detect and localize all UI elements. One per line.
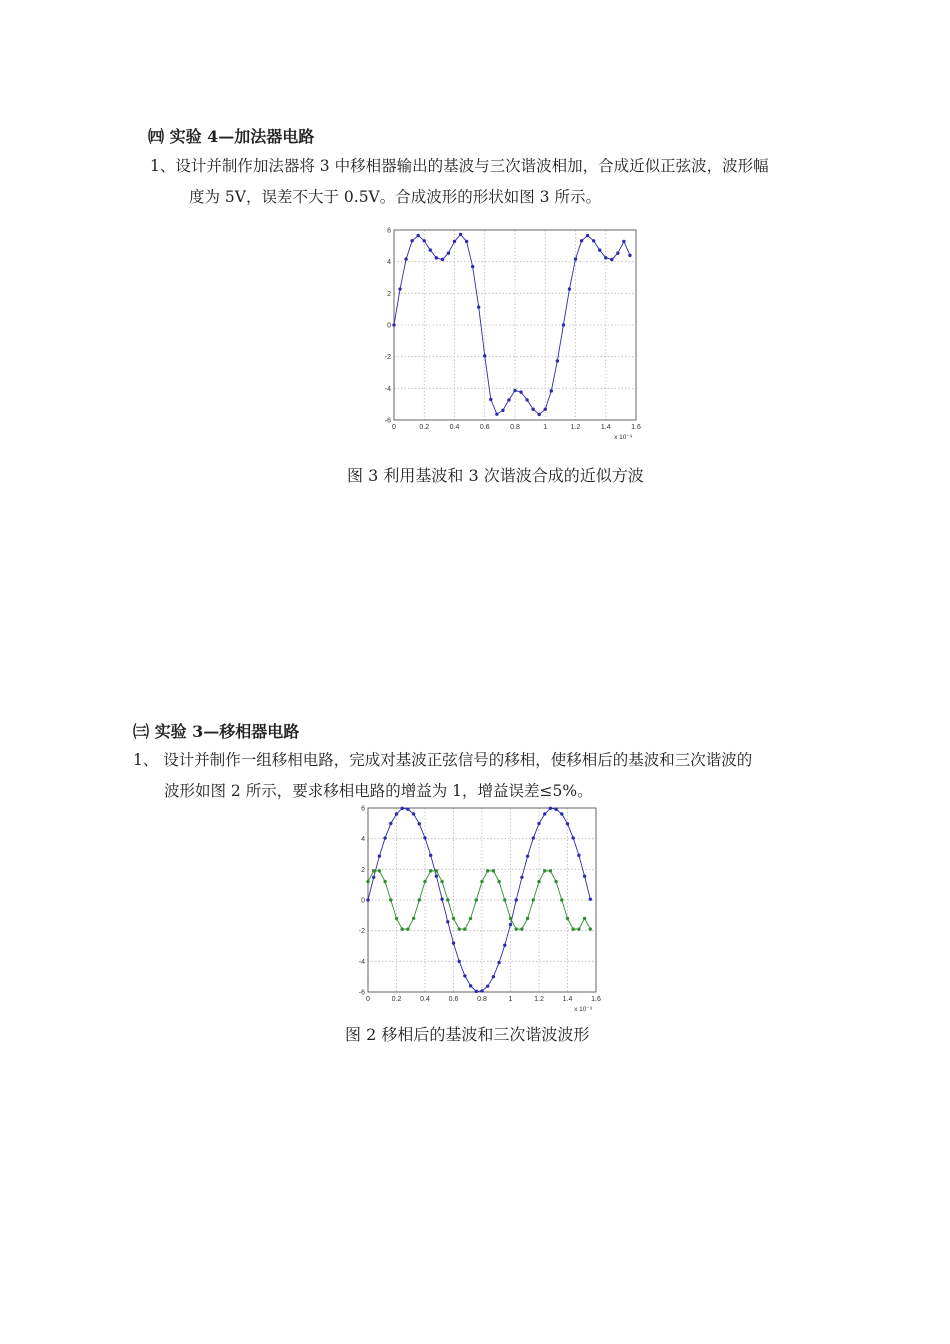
y-tick-label: -6	[384, 417, 391, 425]
x-tick-label: 0	[392, 424, 396, 431]
series-0-point	[440, 898, 443, 901]
figure-3-caption: 图 3 利用基波和 3 次谐波合成的近似方波	[347, 466, 644, 485]
series-0-point	[628, 254, 631, 257]
series-0-point	[423, 239, 426, 242]
series-1-point	[560, 898, 563, 901]
x-tick-label: 1	[508, 996, 513, 1003]
y-tick-label: -4	[384, 385, 391, 393]
series-0-point	[526, 854, 529, 857]
series-0-point	[543, 812, 546, 815]
series-0-point	[568, 287, 571, 290]
series-1-point	[554, 880, 557, 883]
figure-2-chart	[340, 802, 625, 1017]
series-1-point	[401, 927, 404, 930]
series-0-point	[395, 812, 398, 815]
series-0-point	[509, 923, 512, 926]
series-0-point	[465, 240, 468, 243]
series-1-point	[475, 898, 478, 901]
figure-2-caption: 图 2 移相后的基波和三次谐波波形	[345, 1025, 590, 1044]
series-1-point	[389, 898, 392, 901]
series-1-point	[497, 880, 500, 883]
y-tick-label: -6	[358, 989, 365, 997]
series-0-point	[616, 251, 619, 254]
x-tick-label: 1.2	[570, 424, 581, 431]
section-3-item-line-1: 1、 设计并制作一组移相电路，完成对基波正弦信号的移相，使移相后的基波和三次谐波的	[133, 751, 753, 769]
series-0-point	[483, 354, 486, 357]
section-4-item-line-2: 度为 5V，误差不大于 0.5V。合成波形的形状如图 3 所示。	[189, 188, 601, 206]
section-4-heading: ㈣ 实验 4—加法器电路	[148, 127, 315, 146]
series-0-point	[441, 258, 444, 261]
series-1-point	[566, 917, 569, 920]
x-tick-label: 0.6	[448, 996, 459, 1003]
y-tick-label: 0	[361, 897, 365, 905]
series-0-point	[446, 920, 449, 923]
series-0-point	[495, 412, 498, 415]
series-0-point	[497, 961, 500, 964]
series-1-point	[577, 927, 580, 930]
series-0-point	[519, 390, 522, 393]
x-tick-label: 0.2	[419, 424, 430, 431]
series-0-point	[489, 398, 492, 401]
series-0-point	[550, 389, 553, 392]
series-1-point	[378, 869, 381, 872]
series-0-point	[532, 836, 535, 839]
series-0-point	[589, 898, 592, 901]
x-tick-label: 1.6	[631, 424, 641, 431]
series-1-point	[429, 869, 432, 872]
series-0-point	[586, 234, 589, 237]
series-0-point	[562, 323, 565, 326]
series-1-point	[366, 880, 369, 883]
series-0-point	[459, 233, 462, 236]
series-0-point	[501, 409, 504, 412]
series-0-point	[556, 359, 559, 362]
series-0-point	[572, 836, 575, 839]
series-0-point	[404, 257, 407, 260]
series-1-point	[526, 917, 529, 920]
series-1-point	[503, 898, 506, 901]
series-0-point	[598, 248, 601, 251]
series-1-point	[452, 917, 455, 920]
series-1-point	[383, 880, 386, 883]
series-0-point	[458, 960, 461, 963]
series-0-point	[475, 990, 478, 993]
x-tick-label: 0.4	[449, 424, 460, 431]
series-1-point	[469, 917, 472, 920]
x-tick-label: 1.2	[534, 996, 544, 1003]
series-0-point	[423, 836, 426, 839]
series-0-point	[574, 257, 577, 260]
series-0-point	[435, 256, 438, 259]
series-0-point	[583, 875, 586, 878]
series-0-point	[544, 408, 547, 411]
y-tick-label: -2	[384, 354, 391, 362]
series-0-point	[392, 323, 395, 326]
section-4-item-line-1: 1、设计并制作加法器将 3 中移相器输出的基波与三次谐波相加，合成近似正弦波，波形幅	[150, 157, 769, 175]
series-0-point	[429, 854, 432, 857]
series-0-point	[406, 808, 409, 811]
series-0-point	[452, 941, 455, 944]
y-tick-label: 2	[387, 290, 391, 298]
series-0-point	[554, 808, 557, 811]
series-1-point	[440, 880, 443, 883]
series-0-point	[486, 984, 489, 987]
series-0-point	[537, 822, 540, 825]
series-1-point	[520, 927, 523, 930]
x-tick-label: 1.4	[562, 996, 573, 1003]
series-0-point	[469, 984, 472, 987]
series-0-point	[604, 256, 607, 259]
y-tick-label: -2	[358, 928, 365, 936]
y-tick-label: 6	[387, 227, 391, 235]
series-0-point	[492, 975, 495, 978]
y-tick-label: 2	[361, 866, 365, 874]
series-0-point	[429, 248, 432, 251]
series-0-point	[410, 239, 413, 242]
series-0-point	[592, 239, 595, 242]
series-0-point	[580, 239, 583, 242]
series-1-point	[515, 927, 518, 930]
y-tick-label: 4	[361, 836, 365, 844]
series-0-point	[525, 398, 528, 401]
series-0-point	[515, 898, 518, 901]
series-1-point	[372, 869, 375, 872]
series-0-point	[412, 812, 415, 815]
series-1-point	[406, 927, 409, 930]
series-0-point	[471, 265, 474, 268]
series-1-point	[423, 880, 426, 883]
series-1-point	[412, 917, 415, 920]
x-tick-label: 1.4	[600, 424, 611, 431]
series-1-point	[395, 917, 398, 920]
series-0-point	[549, 807, 552, 810]
series-0-point	[622, 240, 625, 243]
x-tick-label: 1.6	[591, 996, 601, 1003]
series-0-point	[383, 836, 386, 839]
x-tick-label: 0.4	[420, 996, 430, 1003]
series-1-point	[583, 917, 586, 920]
x-multiplier-label: x 10⁻³	[614, 434, 632, 441]
series-1-point	[463, 927, 466, 930]
series-1-point	[543, 869, 546, 872]
series-1-point	[509, 917, 512, 920]
series-0-point	[538, 413, 541, 416]
series-0-point	[447, 251, 450, 254]
series-0-point	[389, 822, 392, 825]
series-1-point	[435, 869, 438, 872]
series-1-point	[537, 880, 540, 883]
section-3-heading: ㈢ 实验 3—移相器电路	[133, 722, 300, 741]
x-tick-label: 0.2	[391, 996, 402, 1003]
series-0-point	[480, 989, 483, 992]
series-0-point	[566, 822, 569, 825]
series-1-point	[486, 869, 489, 872]
x-tick-label: 0.6	[479, 424, 490, 431]
y-tick-label: 6	[361, 805, 365, 813]
series-0-point	[372, 876, 375, 879]
series-0-point	[453, 240, 456, 243]
series-0-point	[435, 875, 438, 878]
series-1-point	[418, 898, 421, 901]
series-1-point	[532, 898, 535, 901]
series-1-point	[572, 927, 575, 930]
series-0-point	[577, 854, 580, 857]
series-1-point	[492, 869, 495, 872]
series-0-point	[477, 305, 480, 308]
x-multiplier-label: x 10⁻³	[574, 1006, 592, 1013]
y-tick-label: -4	[358, 958, 365, 966]
series-0-point	[418, 822, 421, 825]
series-0-point	[398, 287, 401, 290]
series-0-point	[560, 812, 563, 815]
series-0-point	[531, 408, 534, 411]
y-tick-label: 0	[387, 322, 391, 330]
series-1-point	[480, 880, 483, 883]
series-0-point	[417, 234, 420, 237]
series-0-point	[463, 974, 466, 977]
series-0-point	[520, 876, 523, 879]
series-1-point	[589, 927, 592, 930]
series-1-point	[458, 927, 461, 930]
x-tick-label: 1	[543, 424, 548, 431]
series-0-point	[401, 807, 404, 810]
series-0-point	[513, 389, 516, 392]
series-1-point	[446, 898, 449, 901]
series-0-point	[503, 944, 506, 947]
series-1-point	[549, 869, 552, 872]
x-tick-label: 0	[366, 996, 370, 1003]
series-0-point	[507, 398, 510, 401]
x-tick-label: 0.8	[510, 424, 520, 431]
y-tick-label: 4	[387, 259, 391, 267]
series-0-point	[610, 258, 613, 261]
series-0-point	[378, 854, 381, 857]
series-0-point	[366, 898, 369, 901]
x-tick-label: 0.8	[477, 996, 487, 1003]
figure-3-chart	[370, 222, 650, 447]
section-3-item-line-2: 波形如图 2 所示，要求移相电路的增益为 1，增益误差≤5%。	[164, 782, 593, 800]
